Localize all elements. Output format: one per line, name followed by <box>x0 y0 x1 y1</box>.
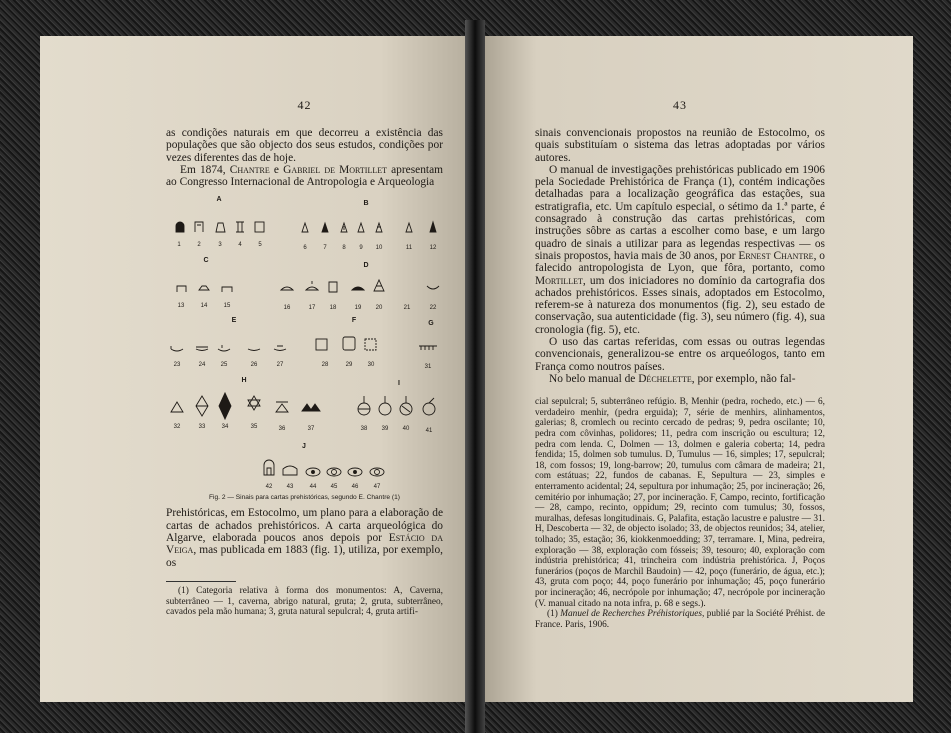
footnote-text: (1) Manuel de Recherches Préhistoriques, publié par la Société Préhist. de France. Paris, 1906. <box>535 609 825 630</box>
author-name: Chantre <box>229 163 270 176</box>
sign-number: 29 <box>345 362 353 369</box>
sign-number: 34 <box>221 424 229 431</box>
sign-number: 30 <box>367 362 375 369</box>
author-name: Ernest Chantre <box>738 249 814 262</box>
sign-number: 38 <box>360 426 368 433</box>
author-name: Gabriel de Mortillet <box>283 163 387 176</box>
book-title: Manuel de Recherches Préhistoriques <box>560 609 702 620</box>
page-number: 43 <box>673 98 687 112</box>
sign-number: 43 <box>286 484 294 491</box>
sign-number: 16 <box>283 305 291 312</box>
paragraph: O manual de investigações prehistóricas publicado em 1906 pela Sociedade Prehistórica de França (1), contém indicações detalhadas para a localização geográfica das estações, sua estratigrafia, etc. Um capítulo especial, o sétimo da 1.ª parte, é consagrado à construção das cartas prehistóricas, com instruções sôbre as cartas a escolher como base, e um largo quadro de sinais a utilizar para as legendas respectivas — os sinais propostos, havia mais de 30 anos, por Ernest Chantre, o falecido antropologista de Lyon, que fôra, portanto, como Mortillet, um dos iniciadores no domínio da cartografia dos achados prehistóricos. Esses sinais, adoptados em Estocolmo, referem-se à natureza dos monumentos (fig. 2), seu estado de conservação, sua autenticidade (fig. 3), seu número (fig. 4), sua cronologia (fig. 5), etc. <box>535 163 825 336</box>
sign-number: 24 <box>198 362 206 369</box>
paragraph: O uso das cartas referidas, com essas ou outras legendas convencionais, generalizou-se entre os arqueólogos, tanto em França como noutros países. <box>535 336 825 373</box>
sign-number: 5 <box>258 242 262 249</box>
sign-number: 19 <box>354 305 362 312</box>
sign-number: 11 <box>405 245 413 252</box>
footnote-text: (1) Categoria relativa à forma dos monumentos: A, Caverna, subterrâneo — 1, caverna, abrigo natural, gruta; 2, gruta, subterrâneo, cavados pela mão humana; 3, gruta natural sepulcral; 4, gruta artifi- <box>166 585 443 618</box>
sign-number: 12 <box>429 245 437 252</box>
figure-signs-grid <box>166 192 443 492</box>
footnote-continuation: cial sepulcral; 5, subterrâneo refúgio. B, Menhir (pedra, rochedo, etc.) — 6, verdadeiro menhir, (pedra erguida); 7, série de menhirs, alinhamentos, galerias; 8, cromlech ou recinto cercado de pedras; 9, pedra oscilante; 10, pedra com côvinhas, polidores; 11, pedra com inscrição ou escultura; 12, pedra com lenda. C, Dolmen — 13, dolmen e galeria coberta; 14, pedra fendida; 15, dolmen sob tumulus. D, Tumulus — 16, simples; 17, sepulcral; 18, com fossos; 19, long-barrow; 20, tumulus com câmara de madeira; 21, com estátuas; 22, fundos de cabanas. E, Sepultura — 23, simples e enterramento acidental; 24, sepultura por inhumação; 25, por incineração; 26, cemitério por inhumação; 27, por incineração. F, Campo, recinto, fortificação — 28, campo, recinto, oppidum; 29, recinto com tumulus; 30, fossos, muralhas, defesas longitudinais. G, Palafita, estação lacustre e palustre — 31. H, Descoberta — 32, de objecto isolado; 33, de objectos reunidos; 34, atelier, tolhado; 35, estação; 36, kiokkenmoedding; 37, terramare. I, Mina, pedreira, exploração — 38, exploração com fósseis; 39, tesouro; 40, exploração com indústria prehistórica; 41, trincheira com indústria prehistórica. J, Poços funerários (poços de Marchil Baudoin) — 42, poço (funerário, de água, etc.); 43, gruta com poço; 44, poço funerário por inhumação; 45, poço funerário por incineração; 46, necrópole por inhumação; 47, necrópole por incineração (V. manual citado na nota infra, p. 68 e segs.). <box>535 397 825 609</box>
sign-number: 13 <box>177 303 185 310</box>
sign-number: 37 <box>307 426 315 433</box>
author-name: Estácio da Veiga <box>166 532 443 557</box>
sign-number: 32 <box>173 424 181 431</box>
sign-number: 22 <box>429 305 437 312</box>
author-name: Mortillet <box>535 274 583 287</box>
footnote <box>535 397 825 630</box>
sign-number: 21 <box>403 305 411 312</box>
group-label: F <box>351 317 357 325</box>
group-label: H <box>241 377 247 385</box>
body-text <box>166 127 443 188</box>
sign-number: 10 <box>375 245 383 252</box>
sign-number: 41 <box>425 428 433 435</box>
sign-number: 36 <box>278 426 286 433</box>
sign-number: 1 <box>177 242 181 249</box>
page-number: 42 <box>297 98 312 112</box>
sign-number: 2 <box>197 242 201 249</box>
sign-number: 26 <box>250 362 258 369</box>
sign-number: 3 <box>218 242 222 249</box>
sign-number: 28 <box>321 362 329 369</box>
paragraph: Em 1874, Chantre e Gabriel de Mortillet apresentam ao Congresso Internacional de Antropologia e Arqueologia <box>166 163 443 189</box>
sign-number: 6 <box>303 245 307 252</box>
sign-number: 23 <box>173 362 181 369</box>
sign-number: 25 <box>220 362 228 369</box>
paragraph: No belo manual de Déchelette, por exemplo, não fal- <box>549 372 796 385</box>
group-label: D <box>363 262 369 270</box>
group-label: E <box>231 317 237 325</box>
sign-number: 39 <box>381 426 389 433</box>
sign-number: 17 <box>308 305 316 312</box>
sign-number: 46 <box>351 484 359 491</box>
paragraph: as condições naturais em que decorreu a existência das populações que são objecto dos seus estudos, condições por vezes diferentes das de hoje. <box>166 127 443 164</box>
footnote <box>166 586 443 618</box>
book-gutter <box>465 20 485 733</box>
paragraph: sinais convencionais propostos na reunião de Estocolmo, os quais substituíam o sistema das letras adoptadas por vários autores. <box>535 127 825 164</box>
sign-number: 8 <box>342 245 346 252</box>
group-label: G <box>428 320 434 328</box>
group-label: A <box>216 196 222 204</box>
sign-number: 47 <box>373 484 381 491</box>
footnote-rule <box>166 581 236 582</box>
author-name: Déchelette <box>638 372 692 385</box>
left-page <box>40 36 465 702</box>
sign-number: 31 <box>424 364 432 371</box>
paragraph: Prehistóricas, em Estocolmo, um plano para a elaboração de cartas de achados prehistóricos. A carta arqueológica do Algarve, elaborada poucos anos depois por Estácio da Veiga, mas publicada em 1883 (fig. 1), utiliza, por exemplo, os <box>166 507 443 569</box>
sign-number: 20 <box>375 305 383 312</box>
sign-number: 45 <box>330 484 338 491</box>
sign-number: 42 <box>265 484 273 491</box>
right-page <box>485 36 913 702</box>
group-label: I <box>398 380 400 388</box>
body-text <box>166 507 443 568</box>
sign-number: 9 <box>359 245 363 252</box>
group-label: B <box>363 200 369 208</box>
figure-2-prehistoric-signs <box>166 192 443 501</box>
sign-number: 27 <box>276 362 284 369</box>
sign-number: 44 <box>309 484 317 491</box>
group-label: J <box>302 443 306 451</box>
figure-caption: Fig. 2 — Sinais para cartas prehistóricas, segundo E. Chantre (1) <box>209 494 400 502</box>
sign-number: 15 <box>223 303 231 310</box>
sign-number: 7 <box>323 245 327 252</box>
group-label: C <box>203 257 209 265</box>
sign-number: 14 <box>200 303 208 310</box>
sign-number: 4 <box>238 242 242 249</box>
sign-number: 18 <box>329 305 337 312</box>
sign-number: 40 <box>402 426 410 433</box>
body-text <box>535 127 825 385</box>
sign-number: 35 <box>250 424 258 431</box>
sign-number: 33 <box>198 424 206 431</box>
